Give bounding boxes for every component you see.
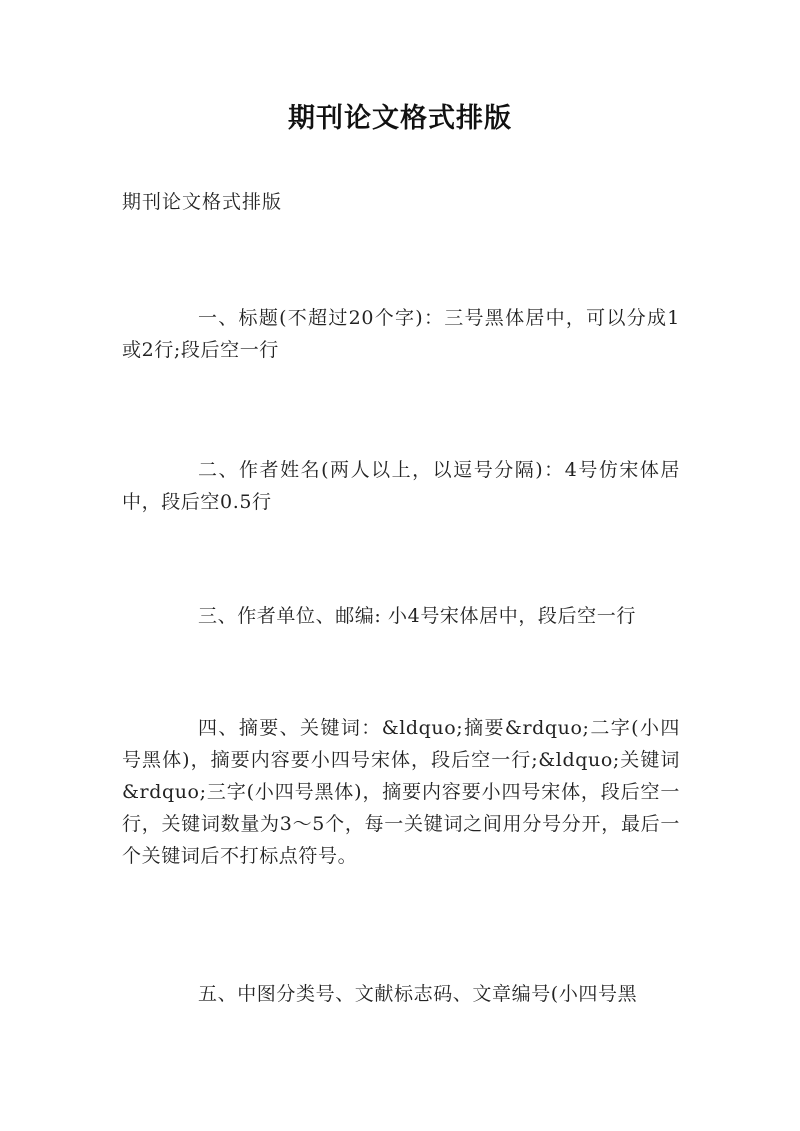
document-title: 期刊论文格式排版: [288, 103, 512, 134]
paragraph-affiliation-format: 三、作者单位、邮编: 小4号宋体居中，段后空一行: [198, 605, 636, 627]
paragraph-classification-format: 五、中图分类号、文献标志码、文章编号(小四号黑: [198, 983, 638, 1005]
paragraph-author-format: 二、作者姓名(两人以上，以逗号分隔)：4号仿宋体居中，段后空0.5行: [122, 459, 680, 513]
paragraph-title-format: 一、标题(不超过20个字)：三号黑体居中，可以分成1或2行;段后空一行: [122, 307, 680, 361]
paragraph-abstract-format: 四、摘要、关键词：&ldquo;摘要&rdquo;二字(小四号黑体)，摘要内容要小四号宋体，段后空一行;&ldquo;关键词&rdquo;三字(小四号黑体)，摘要内容要小四号宋体，段后空一行，关键词数量为3～5个，每一关键词之间用分号分开，最后一个关键词后不打标点符号。: [122, 717, 680, 867]
document-subtitle: 期刊论文格式排版: [122, 191, 283, 213]
